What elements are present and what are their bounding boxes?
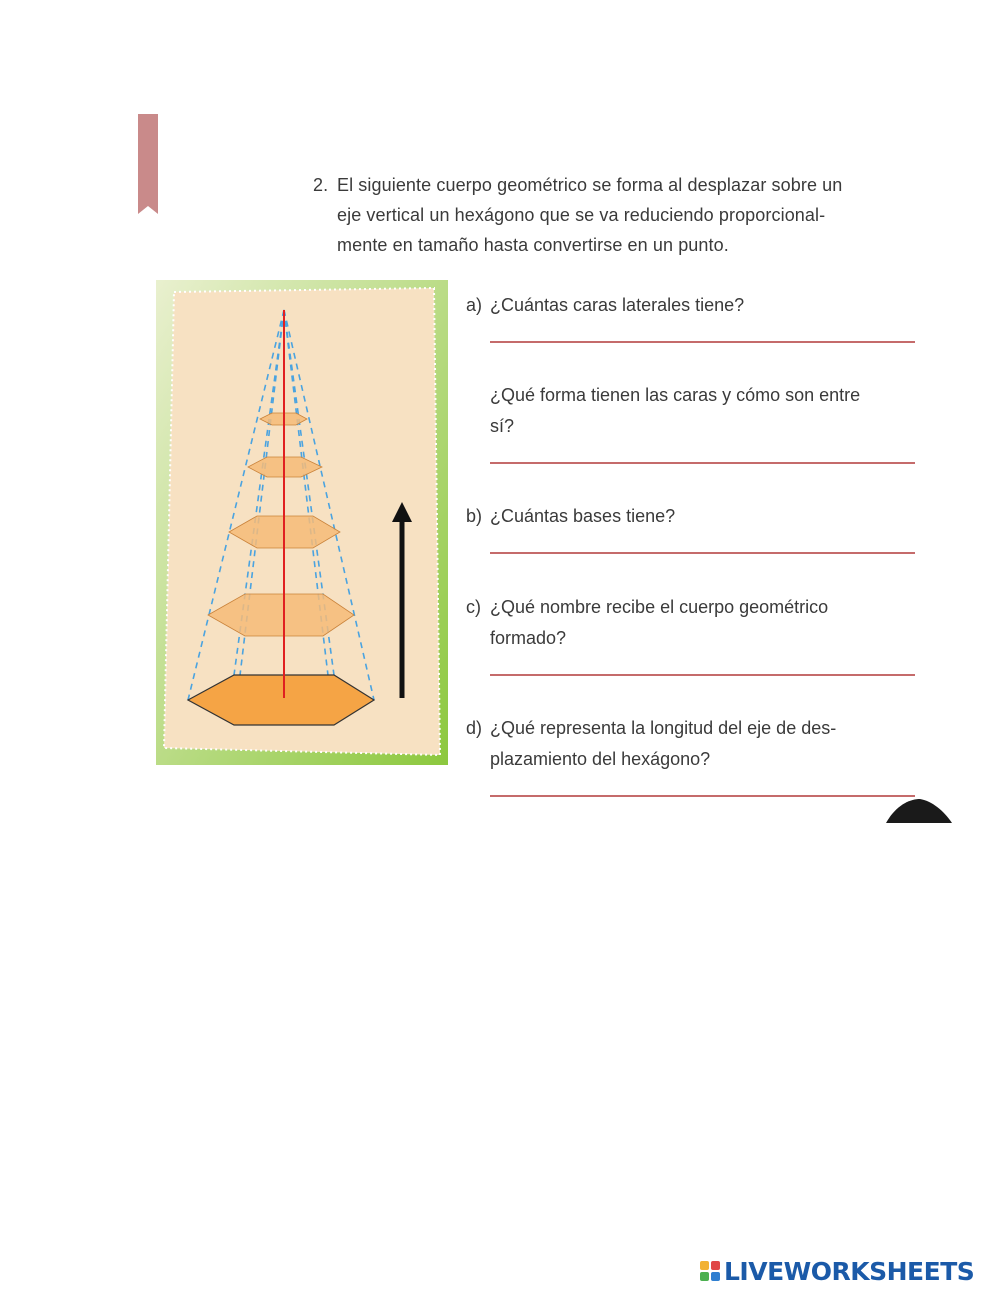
answer-line-a[interactable] <box>490 341 915 343</box>
question-text: ¿Cuántas bases tiene? <box>490 506 676 526</box>
answer-line-a2[interactable] <box>490 462 915 464</box>
question-a <box>466 290 916 321</box>
question-text-line: sí? <box>490 416 515 436</box>
question-label: a) <box>466 295 483 315</box>
question-label: d) <box>466 718 483 738</box>
brand-text: LIVEWORKSHEETS <box>724 1256 975 1286</box>
statement-line: eje vertical un hexágono que se va reduciendo proporcional- <box>337 205 826 225</box>
question-text-line: ¿Qué representa la longitud del eje de des- <box>490 718 837 738</box>
exercise-statement <box>313 170 915 260</box>
question-text: ¿Cuántas caras laterales tiene? <box>490 295 745 315</box>
liveworksheets-logo <box>700 1257 974 1285</box>
answer-line-b[interactable] <box>490 552 915 554</box>
question-text-line: plazamiento del hexágono? <box>490 749 711 769</box>
logo-icon <box>700 1261 720 1281</box>
answer-line-d[interactable] <box>490 795 915 797</box>
page-bookmark-tab <box>138 114 158 214</box>
question-label: b) <box>466 506 483 526</box>
question-text-line: formado? <box>490 628 567 648</box>
question-b <box>466 501 916 532</box>
answer-line-c[interactable] <box>490 674 915 676</box>
statement-line: mente en tamaño hasta convertirse en un punto. <box>337 235 729 255</box>
page-curl-decoration <box>884 797 954 827</box>
statement-line: El siguiente cuerpo geométrico se forma al desplazar sobre un <box>337 175 843 195</box>
question-d <box>466 713 916 775</box>
exercise-number: 2. <box>313 175 329 195</box>
question-label: c) <box>466 597 481 617</box>
question-c <box>466 592 916 654</box>
question-a-followup <box>490 380 916 442</box>
question-text-line: ¿Qué forma tienen las caras y cómo son entre <box>490 385 861 405</box>
question-text-line: ¿Qué nombre recibe el cuerpo geométrico <box>490 597 829 617</box>
hexagonal-pyramid-figure <box>156 280 448 765</box>
